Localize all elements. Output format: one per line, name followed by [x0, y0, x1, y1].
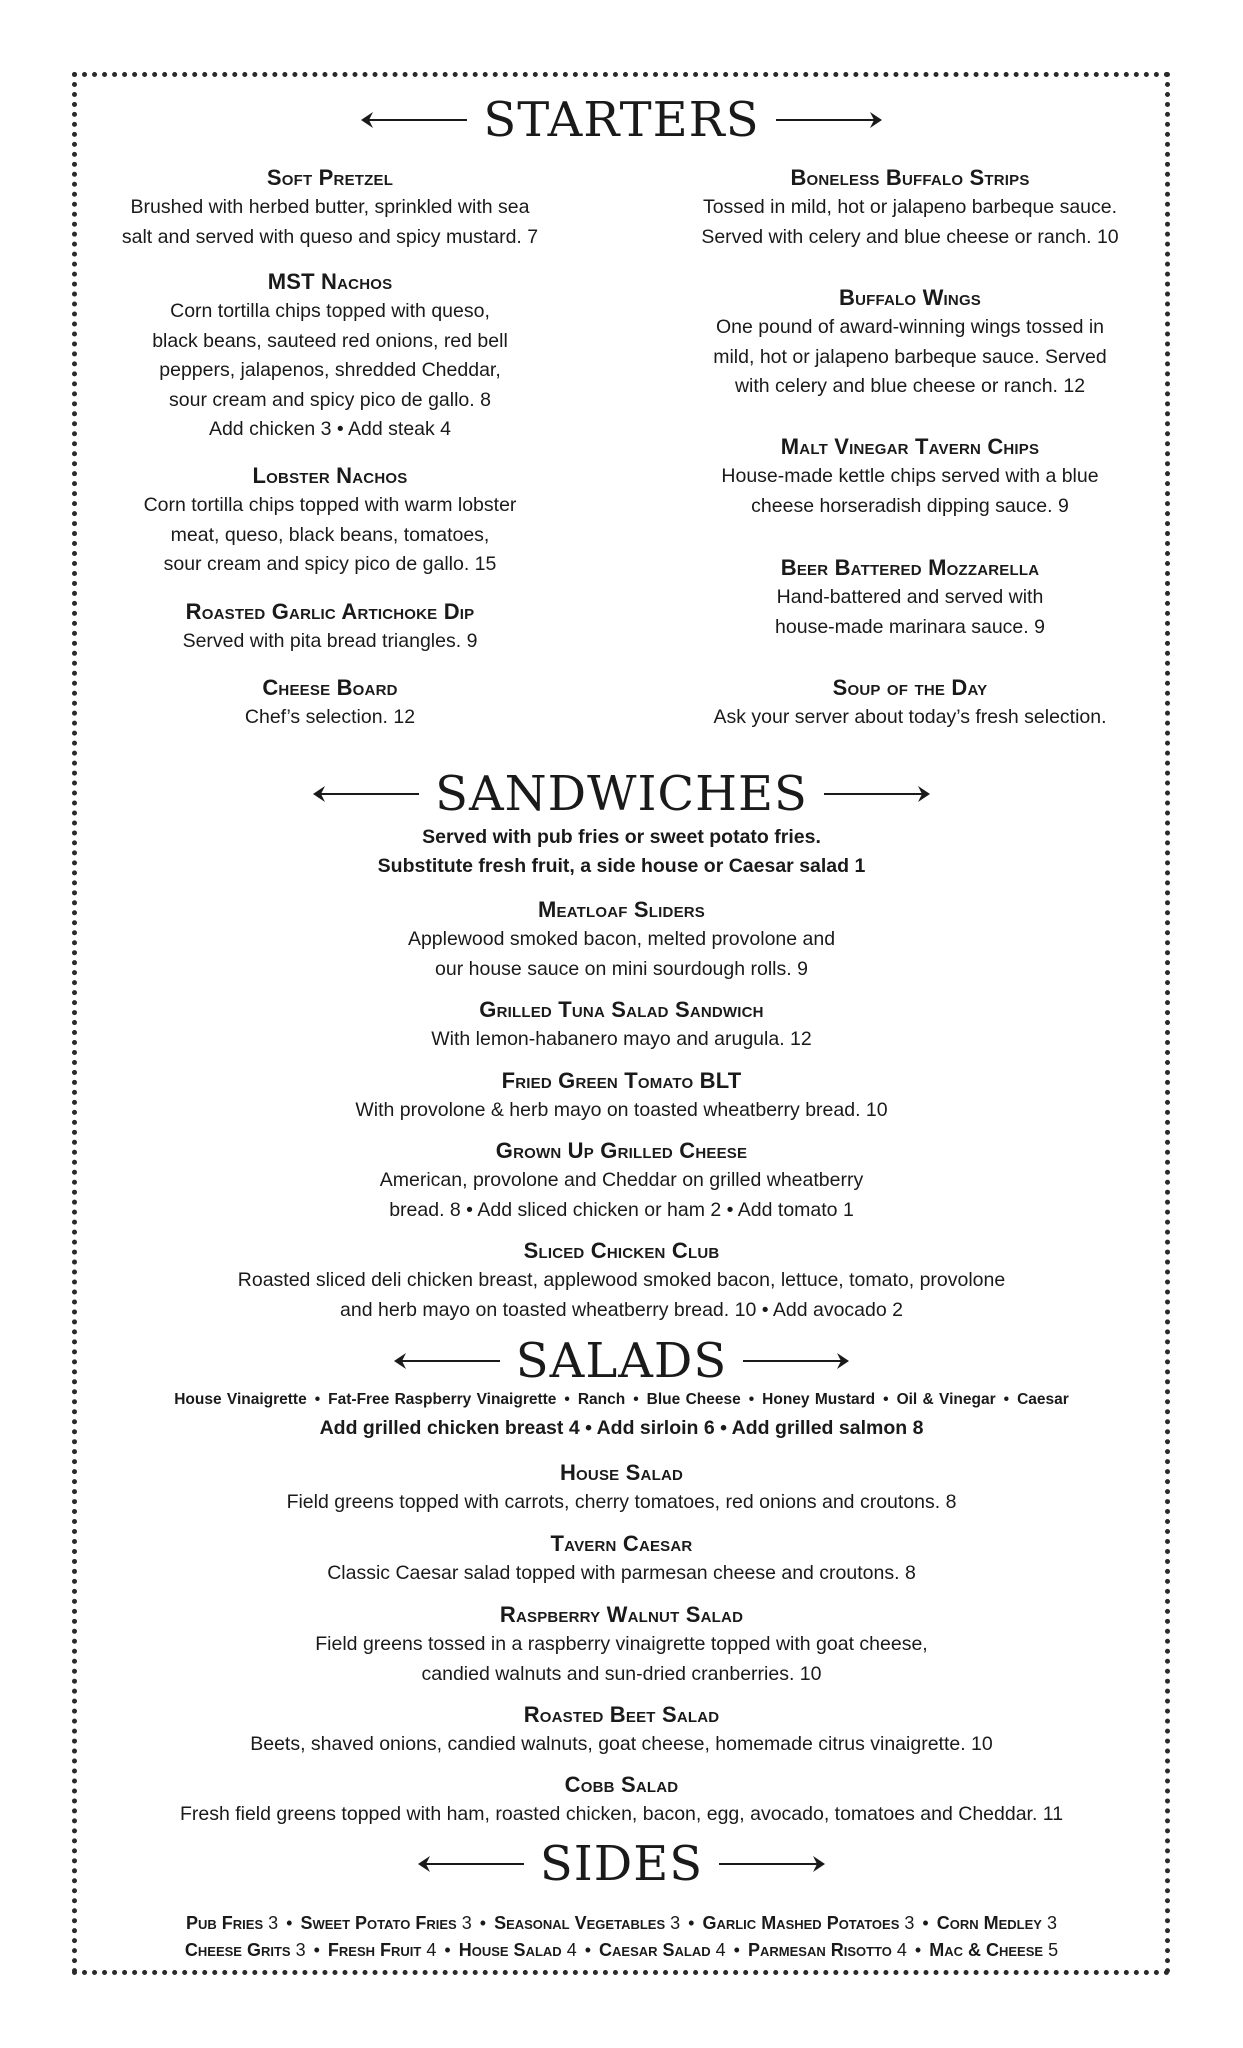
side-name: Mac & Cheese	[929, 1940, 1044, 1960]
item-name: Cheese Board	[262, 675, 398, 700]
item-desc: Corn tortilla chips topped with warm lobster	[143, 494, 517, 516]
item-desc: house-made marinara sauce. 9	[775, 615, 1045, 638]
right-arrow-ornament-icon	[774, 108, 884, 132]
bullet-icon: •	[748, 1391, 755, 1408]
item-name: Roasted Beet Salad	[523, 1702, 720, 1727]
item-desc: meat, queso, black beans, tomatoes,	[170, 523, 490, 546]
item-desc: Served with celery and blue cheese or ranch. 10	[701, 225, 1119, 248]
side-name: Fresh Fruit	[327, 1940, 422, 1960]
item-desc: Roasted sliced deli chicken breast, applewood smoked bacon, lettuce, tomato, provolone	[237, 1269, 1006, 1291]
left-arrow-ornament-icon	[359, 108, 469, 132]
right-arrow-ornament-icon	[717, 1852, 827, 1876]
sides-title: SIDES	[539, 1836, 704, 1892]
item-name: Roasted Garlic Artichoke Dip	[185, 599, 475, 624]
dressing-option: Caesar	[1017, 1391, 1069, 1408]
sides-row	[0, 1937, 1243, 1964]
item-desc: Tossed in mild, hot or jalapeno barbeque sauce.	[702, 196, 1118, 218]
menu-item	[100, 1236, 1143, 1325]
bullet-icon: •	[313, 1940, 320, 1960]
item-name: Grown Up Grilled Cheese	[495, 1138, 748, 1163]
side-price: 3	[461, 1913, 472, 1933]
item-name: Beer Battered Mozzarella	[780, 555, 1040, 580]
right-arrow-ornament-icon	[822, 782, 932, 806]
side-price: 4	[426, 1940, 437, 1960]
bullet-icon: •	[286, 1913, 293, 1933]
item-desc: our house sauce on mini sourdough rolls. 9	[435, 957, 808, 980]
item-desc: Fresh field greens topped with ham, roasted chicken, bacon, egg, avocado, tomatoes and Cheddar. 11	[179, 1803, 1064, 1825]
side-name: Corn Medley	[936, 1913, 1042, 1933]
salad-dressings-list	[0, 1388, 1243, 1412]
menu-item	[660, 673, 1160, 733]
menu-item	[660, 283, 1160, 402]
side-name: House Salad	[458, 1940, 562, 1960]
bullet-icon: •	[914, 1940, 922, 1960]
bullet-icon: •	[883, 1391, 889, 1408]
side-price: 3	[295, 1940, 306, 1960]
item-name: Malt Vinegar Tavern Chips	[780, 434, 1040, 459]
dressing-option: Fat-Free Raspberry Vinaigrette	[328, 1391, 557, 1408]
menu-item	[80, 597, 580, 657]
item-desc: Beets, shaved onions, candied walnuts, goat cheese, homemade citrus vinaigrette. 10	[250, 1733, 993, 1755]
item-desc: bread. 8 • Add sliced chicken or ham 2 • Add tomato 1	[389, 1198, 854, 1221]
note-line: Substitute fresh fruit, a side house or Caesar salad 1	[377, 855, 866, 877]
item-desc: Ask your server about today’s fresh selection.	[713, 706, 1107, 728]
dressing-option: Blue Cheese	[646, 1391, 741, 1408]
bullet-icon: •	[314, 1391, 321, 1408]
item-desc: candied walnuts and sun-dried cranberries. 10	[421, 1662, 822, 1685]
side-price: 4	[896, 1940, 907, 1960]
item-name: Boneless Buffalo Strips	[790, 165, 1030, 190]
side-price: 4	[715, 1940, 726, 1960]
sandwiches-title: SANDWICHES	[435, 766, 808, 822]
item-name: Sliced Chicken Club	[523, 1238, 720, 1263]
left-arrow-ornament-icon	[392, 1349, 502, 1373]
menu-item	[100, 1458, 1143, 1518]
menu-item	[100, 1700, 1143, 1760]
item-desc: Hand-battered and served with	[776, 586, 1044, 608]
menu-item	[80, 673, 580, 733]
item-desc: Field greens tossed in a raspberry vinaigrette topped with goat cheese,	[315, 1633, 928, 1655]
item-name: Raspberry Walnut Salad	[499, 1602, 744, 1627]
menu-item	[660, 553, 1160, 642]
item-desc: Corn tortilla chips topped with queso,	[170, 300, 490, 322]
item-name: Tavern Caesar	[550, 1531, 693, 1556]
item-name: Lobster Nachos	[252, 463, 408, 488]
bullet-icon: •	[479, 1913, 487, 1933]
item-name: Meatloaf Sliders	[537, 897, 706, 922]
item-name: Cobb Salad	[564, 1772, 679, 1797]
side-price: 5	[1048, 1940, 1059, 1960]
item-desc: and herb mayo on toasted wheatberry bread. 10 • Add avocado 2	[340, 1298, 903, 1321]
left-arrow-ornament-icon	[311, 782, 421, 806]
side-price: 3	[268, 1913, 279, 1933]
side-name: Pub Fries	[186, 1913, 264, 1933]
note-line: Served with pub fries or sweet potato fries.	[422, 826, 821, 848]
item-desc: cheese horseradish dipping sauce. 9	[751, 494, 1069, 517]
item-desc: peppers, jalapenos, shredded Cheddar,	[159, 359, 501, 381]
starters-title: STARTERS	[483, 92, 760, 148]
side-price: 3	[670, 1913, 681, 1933]
bullet-icon: •	[1003, 1391, 1010, 1408]
item-desc: Brushed with herbed butter, sprinkled with sea	[130, 196, 530, 218]
dressing-option: Honey Mustard	[762, 1391, 876, 1408]
starters-heading	[0, 92, 1243, 148]
salads-heading	[0, 1333, 1243, 1389]
salads-title: SALADS	[515, 1333, 728, 1389]
menu-item	[100, 995, 1143, 1055]
side-price: 3	[904, 1913, 915, 1933]
menu-item	[100, 1066, 1143, 1126]
dressing-option: House Vinaigrette	[174, 1391, 307, 1408]
item-name: Buffalo Wings	[838, 285, 982, 310]
side-price: 3	[1046, 1913, 1057, 1933]
item-desc: Classic Caesar salad topped with parmesan cheese and croutons. 8	[327, 1562, 916, 1584]
item-desc: with celery and blue cheese or ranch. 12	[734, 375, 1086, 397]
sandwiches-heading	[0, 766, 1243, 822]
side-name: Sweet Potato Fries	[300, 1913, 457, 1933]
item-desc: With lemon-habanero mayo and arugula. 12	[431, 1028, 812, 1050]
menu-item	[80, 461, 580, 580]
item-desc: One pound of award-winning wings tossed in	[715, 316, 1105, 338]
bullet-icon: •	[584, 1940, 592, 1960]
item-desc: Chef’s selection. 12	[244, 706, 416, 728]
item-desc: Applewood smoked bacon, melted provolone and	[407, 928, 836, 950]
bullet-icon: •	[444, 1940, 451, 1960]
side-name: Seasonal Vegetables	[494, 1913, 666, 1933]
item-desc: Field greens topped with carrots, cherry tomatoes, red onions and croutons. 8	[286, 1491, 957, 1513]
salad-addons: Add grilled chicken breast 4 • Add sirloin 6 • Add grilled salmon 8	[319, 1417, 924, 1439]
item-name: Grilled Tuna Salad Sandwich	[479, 997, 764, 1022]
item-desc: House-made kettle chips served with a blue	[721, 465, 1099, 487]
menu-item	[660, 163, 1160, 252]
menu-item	[100, 1136, 1143, 1225]
menu-item	[100, 1600, 1143, 1689]
item-desc: With provolone & herb mayo on toasted wheatberry bread. 10	[355, 1099, 888, 1121]
item-desc: mild, hot or jalapeno barbeque sauce. Served	[713, 345, 1107, 368]
bullet-icon: •	[633, 1391, 639, 1408]
left-arrow-ornament-icon	[416, 1852, 526, 1876]
bullet-icon: •	[688, 1913, 695, 1933]
item-desc: American, provolone and Cheddar on grilled wheatberry	[379, 1169, 864, 1191]
bullet-icon: •	[733, 1940, 740, 1960]
menu-item	[80, 163, 580, 252]
side-name: Caesar Salad	[599, 1940, 711, 1960]
menu-item	[660, 432, 1160, 521]
sides-heading	[0, 1836, 1243, 1892]
side-name: Garlic Mashed Potatoes	[702, 1913, 900, 1933]
bullet-icon: •	[564, 1391, 570, 1408]
item-desc: black beans, sauteed red onions, red bell	[152, 329, 508, 352]
side-price: 4	[566, 1940, 577, 1960]
menu-item	[80, 267, 580, 445]
bullet-icon: •	[922, 1913, 929, 1933]
item-desc: Add chicken 3 • Add steak 4	[208, 418, 452, 440]
item-desc: Served with pita bread triangles. 9	[182, 630, 478, 652]
dressing-option: Ranch	[577, 1391, 626, 1408]
item-name: House Salad	[559, 1460, 684, 1485]
dressing-option: Oil & Vinegar	[896, 1391, 996, 1408]
item-name: Soft Pretzel	[266, 165, 394, 190]
item-name: Fried Green Tomato BLT	[501, 1068, 742, 1093]
item-desc: salt and served with queso and spicy mustard. 7	[121, 225, 539, 248]
side-name: Parmesan Risotto	[747, 1940, 892, 1960]
menu-item	[100, 1529, 1143, 1589]
item-name: Soup of the Day	[832, 675, 988, 700]
sides-row	[0, 1910, 1243, 1937]
side-name: Cheese Grits	[184, 1940, 291, 1960]
sandwiches-note	[0, 823, 1243, 881]
right-arrow-ornament-icon	[741, 1349, 851, 1373]
item-name: MST Nachos	[267, 269, 393, 294]
menu-item	[100, 1770, 1143, 1830]
item-desc: sour cream and spicy pico de gallo. 8	[169, 388, 491, 411]
item-desc: sour cream and spicy pico de gallo. 15	[163, 553, 497, 575]
menu-item	[100, 895, 1143, 984]
